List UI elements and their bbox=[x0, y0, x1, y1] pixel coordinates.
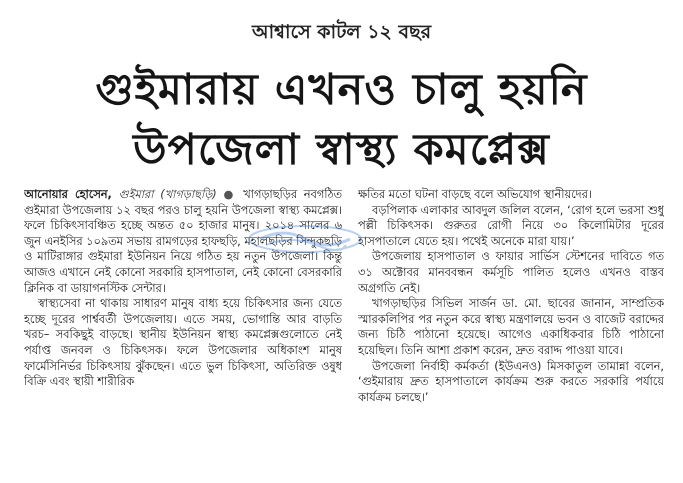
paragraph: বড়পিলাক এলাকার আবদুল জলিল বলেন, ‘রোগ হলে ভরসা শুধু পল্লী চিকিৎসক। গুরুতর রোগী নিয়ে ৩০ কিলোমিটার দূরের হাসপাতালে যেতে হয়। পথেই অনেকে মারা যায়।’ bbox=[358, 203, 664, 248]
article-headline bbox=[40, 60, 643, 180]
article-column-right bbox=[358, 187, 664, 477]
previous-article-strip bbox=[0, 0, 683, 7]
paragraph: খাগড়াছড়ির সিভিল সার্জন ডা. মো. ছাবের জানান, সাম্প্রতিক স্মারকলিপির পর নতুন করে স্বাস্থ্য মন্ত্রণালয়ে ভবন ও বাজেট বরাদ্দের জন্য চিঠি পাঠানো হয়েছে। আগেও একাধিকবার চিঠি পাঠানো হয়েছিল। তিনি আশা প্রকাশ করেন, দ্রুত বরাদ্দ পাওয়া যাবে। bbox=[358, 297, 664, 357]
headline-line-2: উপজেলা স্বাস্থ্য কমপ্লেক্স bbox=[133, 125, 550, 175]
watermark-logo bbox=[246, 223, 364, 255]
byline-author: আনোয়ার হোসেন, bbox=[24, 188, 112, 201]
paragraph: উপজেলা নির্বাহী কর্মকর্তা (ইউএনও) মিসকাতুল তামান্না বলেন, ‘গুইমারায় দ্রুত হাসপাতালে কার্যক্রম শুরু করতে সরকারি পর্যায়ে কার্যক্রম চলছে।’ bbox=[358, 359, 664, 404]
paragraph-text: খাগড়াছড়ির নবগঠিত গুইমারা উপজেলায় ১২ বছর পরও চালু হয়নি উপজেলা স্বাস্থ্য কমপ্লেক্স। ফলে চিকিৎসাবঞ্চিত হচ্ছে অন্তত ৫০ হাজার মানুষ। ২০১৪ সালের ৬ জুন এনইসির ১০৯তম সভায় রামগড়ের হাফছড়ি, মহালছড়ির সিন্দুকছড়ি ও মাটিরাঙ্গার গুইমারা ইউনিয়ন নিয়ে গঠিত হয় নতুন উপজেলা। কিন্তু আজও এখানে নেই কোনো সরকারি হাসপাতাল, নেই কোনো বেসরকারি ক্লিনিক বা ডায়াগনস্টিক সেন্টার। bbox=[24, 188, 342, 295]
article-kicker: আশ্বাসে কাটল ১২ বছর bbox=[251, 21, 432, 43]
paragraph-continued: ক্ষতির মতো ঘটনা বাড়ছে বলে অভিযোগ স্থানীয়দের। bbox=[358, 188, 592, 201]
paragraph: উপজেলায় হাসপাতাল ও ফায়ার সার্ভিস স্টেশনের দাবিতে গত ৩১ অক্টোবর মানববন্ধন কর্মসূচি পালিত হলেও এখনও বাস্তব অগ্রগতি নেই। bbox=[358, 250, 664, 295]
headline-line-1: গুইমারায় এখনও চালু হয়নি bbox=[95, 65, 588, 115]
byline-bullet-icon: ● bbox=[223, 188, 237, 201]
byline-place: গুইমারা (খাগড়াছড়ি) bbox=[118, 188, 217, 201]
paragraph: স্বাস্থ্যসেবা না থাকায় সাধারণ মানুষ বাধ্য হয়ে চিকিৎসার জন্য যেতে হচ্ছে দূরের পার্শ্ববর্তী উপজেলায়। এতে সময়, ভোগান্তি আর বাড়তি খরচ– সবকিছুই বাড়ছে। স্থানীয় ইউনিয়ন স্বাস্থ্য কমপ্লেক্সগুলোতে নেই পর্যাপ্ত জনবল ও চিকিৎসক। ফলে উপজেলার অধিকাংশ মানুষ ফার্মেসিনির্ভর চিকিৎসায় ঝুঁকছেন। এতে ভুল চিকিৎসা, অতিরিক্ত ওষুধ বিক্রি এবং স্থায়ী শারীরিক bbox=[24, 297, 342, 389]
